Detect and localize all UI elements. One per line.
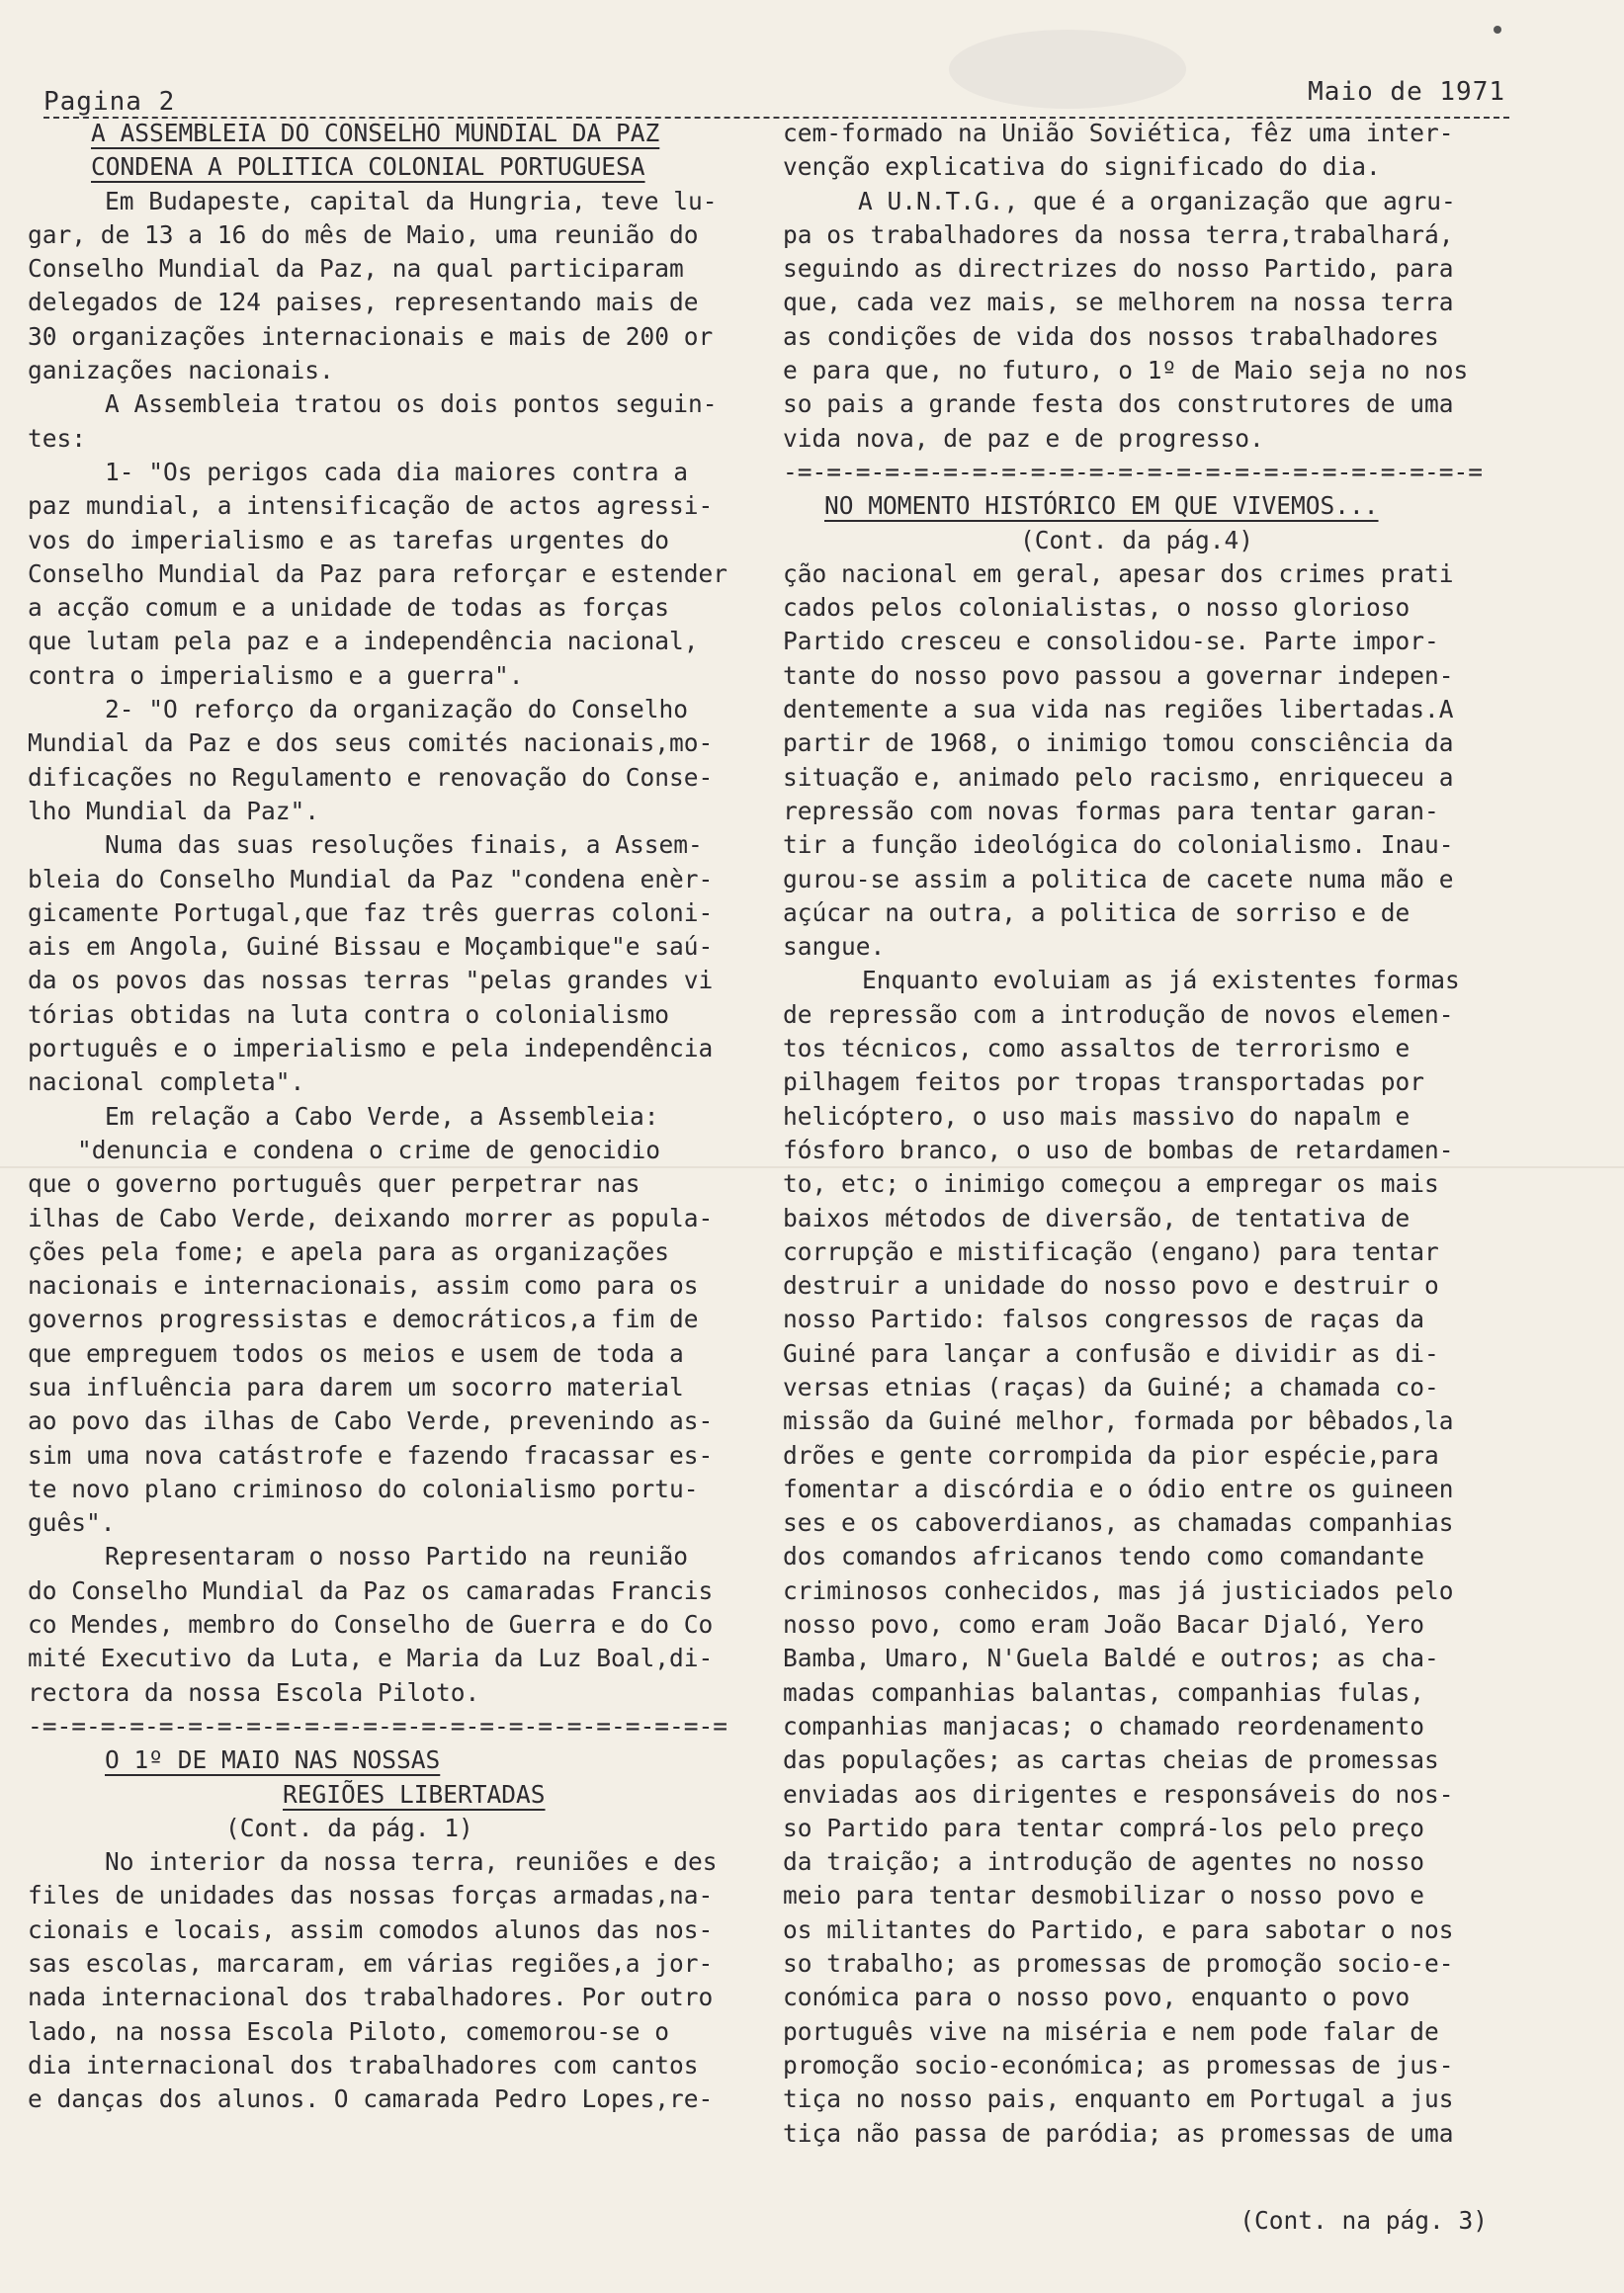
article-heading: REGIÕES LIBERTADAS [283, 1779, 546, 1809]
text-line: to, etc; o inimigo começou a empregar os mais [783, 1169, 1439, 1199]
text-line: dificações no Regulamento e renovação do Conse- [28, 762, 714, 792]
text-line: tante do nosso povo passou a governar indepen- [783, 660, 1454, 690]
text-line: cem-formado na União Soviética, fêz uma inter- [783, 119, 1454, 147]
text-line: cados pelos colonialistas, o nosso glorioso [783, 593, 1410, 623]
text-line: da os povos das nossas terras "pelas grandes vi [28, 966, 714, 995]
text-line: 1- "Os perigos cada dia maiores contra a [105, 457, 689, 486]
text-line: versas etnias (raças) da Guiné; a chamada co- [783, 1372, 1439, 1401]
text-line: criminosos conhecidos, mas já justiciados pelo [783, 1575, 1454, 1605]
text-line: lho Mundial da Paz". [28, 796, 320, 825]
text-line: dia internacional dos trabalhadores com cantos [28, 2050, 699, 2080]
text-line: Enquanto evoluiam as já existentes formas [862, 966, 1460, 995]
text-line: so Partido para tentar comprá-los pelo preço [783, 1813, 1425, 1842]
text-line: gicamente Portugal,que faz três guerras coloni- [28, 897, 714, 927]
text-line: ais em Angola, Guiné Bissau e Moçambique"e saú- [28, 932, 714, 962]
text-line: te novo plano criminoso do colonialismo portu- [28, 1474, 699, 1503]
article-heading: O 1º DE MAIO NAS NOSSAS [105, 1745, 441, 1775]
text-line: Partido cresceu e consolidou-se. Parte impor- [783, 627, 1439, 656]
text-line: fomentar a discórdia e o ódio entre os guineen [783, 1474, 1454, 1503]
text-line: tes: [28, 423, 87, 453]
text-line: venção explicativa do significado do dia. [783, 152, 1381, 182]
text-line: mité Executivo da Luta, e Maria da Luz Boal,di- [28, 1644, 714, 1673]
text-line: sas escolas, marcaram, em várias regiões,a jor- [28, 1949, 714, 1979]
text-line: Bamba, Umaro, N'Guela Baldé e outros; as cha- [783, 1644, 1439, 1673]
text-line: so pais a grande festa dos construtores de uma [783, 389, 1454, 419]
text-line: helicóptero, o uso mais massivo do napalm e [783, 1101, 1410, 1131]
text-line: vos do imperialismo e as tarefas urgentes do [28, 525, 670, 554]
text-line: A Assembleia tratou os dois pontos seguin- [105, 389, 718, 419]
text-line: e danças dos alunos. O camarada Pedro Lopes,re- [28, 2084, 714, 2114]
text-line: de repressão com a introdução de novos elemen- [783, 999, 1454, 1029]
text-line: Conselho Mundial da Paz, na qual participaram [28, 254, 684, 284]
text-line: contra o imperialismo e a guerra". [28, 660, 524, 690]
text-line: a acção comum e a unidade de todas as forças [28, 593, 670, 623]
text-line: 2- "O reforço da organização do Conselho [105, 695, 689, 724]
text-line: nada internacional dos trabalhadores. Por outro [28, 1983, 714, 2012]
text-line: files de unidades das nossas forças armadas,na- [28, 1881, 714, 1911]
text-line: que empreguem todos os meios e usem de toda a [28, 1338, 684, 1368]
continuation-note: (Cont. da pág.4) [1020, 525, 1254, 554]
text-line: governos progressistas e democráticos,a fim de [28, 1305, 699, 1334]
text-line: tiça no nosso pais, enquanto em Portugal a jus [783, 2084, 1454, 2114]
text-line: madas companhias balantas, companhias fulas, [783, 1677, 1425, 1707]
text-line: ganizações nacionais. [28, 356, 334, 385]
text-line: que lutam pela paz e a independência nacional, [28, 627, 699, 656]
text-line: ses e os caboverdianos, as chamadas companhias [783, 1508, 1454, 1538]
text-line: Em relação a Cabo Verde, a Assembleia: [105, 1101, 659, 1131]
text-line: missão da Guiné melhor, formada por bêbados,la [783, 1406, 1454, 1436]
text-line: Mundial da Paz e dos seus comités nacionais,mo- [28, 728, 714, 758]
text-line: repressão com novas formas para tentar garan- [783, 796, 1439, 825]
text-line: 30 organizações internacionais e mais de 200 or [28, 321, 714, 351]
text-line: guês". [28, 1508, 116, 1538]
text-line: Em Budapeste, capital da Hungria, teve lu- [105, 186, 718, 215]
text-line: Guiné para lançar a confusão e dividir as di- [783, 1338, 1439, 1368]
text-line: rectora da nossa Escola Piloto. [28, 1677, 480, 1707]
text-line: enviadas aos dirigentes e responsáveis do nos- [783, 1779, 1454, 1809]
text-line: vida nova, de paz e de progresso. [783, 423, 1264, 453]
text-line: açúcar na outra, a politica de sorriso e de [783, 897, 1410, 927]
text-line: bleia do Conselho Mundial da Paz "condena enèr- [28, 864, 714, 893]
text-line: A U.N.T.G., que é a organização que agru- [858, 186, 1456, 215]
text-line: da traição; a introdução de agentes no nosso [783, 1847, 1425, 1877]
issue-date: Maio de 1971 [1308, 77, 1505, 107]
text-line: partir de 1968, o inimigo tomou consciência da [783, 728, 1454, 758]
text-line: nacional completa". [28, 1067, 305, 1097]
text-line: Representaram o nosso Partido na reunião [105, 1542, 689, 1571]
text-line: sua influência para darem um socorro material [28, 1372, 684, 1401]
text-line: so trabalho; as promessas de promoção socio-e- [783, 1949, 1454, 1979]
text-line: co Mendes, membro do Conselho de Guerra e do Co [28, 1610, 714, 1640]
text-line: tiça não passa de paródia; as promessas de uma [783, 2118, 1454, 2148]
text-line: gar, de 13 a 16 do mês de Maio, uma reunião do [28, 219, 699, 249]
text-line: pa os trabalhadores da nossa terra,trabalhará, [783, 219, 1454, 249]
text-line: No interior da nossa terra, reuniões e des [105, 1847, 718, 1877]
text-line: sangue. [783, 932, 886, 962]
text-line: das populações; as cartas cheias de promessas [783, 1745, 1439, 1775]
text-line: paz mundial, a intensificação de actos agressi- [28, 491, 714, 521]
right-column [783, 117, 1512, 2151]
text-line: ao povo das ilhas de Cabo Verde, prevenindo as- [28, 1406, 714, 1436]
text-line: pilhagem feitos por tropas transportadas por [783, 1067, 1425, 1097]
text-line: tórias obtidas na luta contra o colonialismo [28, 999, 670, 1029]
text-line: destruir a unidade do nosso povo e destruir o [783, 1271, 1439, 1301]
text-line: português e o imperialismo e pela independência [28, 1034, 714, 1063]
text-line: os militantes do Partido, e para sabotar o nos [783, 1914, 1454, 1944]
text-line: tos técnicos, como assaltos de terrorismo e [783, 1034, 1410, 1063]
text-line: nosso Partido: falsos congressos de raças da [783, 1305, 1425, 1334]
text-line: sim uma nova catástrofe e fazendo fracassar es- [28, 1440, 714, 1470]
text-line: nosso povo, como eram João Bacar Djaló, Yero [783, 1610, 1425, 1640]
text-line: baixos métodos de diversão, de tentativa de [783, 1203, 1410, 1232]
text-line: cionais e locais, assim comodos alunos das nos- [28, 1914, 714, 1944]
text-line: tir a função ideológica do colonialismo. Inau- [783, 830, 1454, 860]
text-line: que, cada vez mais, se melhorem na nossa terra [783, 288, 1454, 317]
text-line: companhias manjacas; o chamado reordenamento [783, 1711, 1425, 1741]
text-line: conómica para o nosso povo, enquanto o povo [783, 1983, 1410, 2012]
text-line: português vive na miséria e nem pode falar de [783, 2016, 1439, 2046]
text-line: ção nacional em geral, apesar dos crimes prati [783, 558, 1454, 588]
text-line: delegados de 124 paises, representando mais de [28, 288, 699, 317]
left-column [28, 117, 771, 2117]
text-line: as condições de vida dos nossos trabalhadores [783, 321, 1439, 351]
text-line: lado, na nossa Escola Piloto, comemorou-se o [28, 2016, 670, 2046]
text-line: gurou-se assim a politica de cacete numa mão e [783, 864, 1454, 893]
text-line: do Conselho Mundial da Paz os camaradas Francis [28, 1575, 714, 1605]
text-line: situação e, animado pelo racismo, enriqueceu a [783, 762, 1454, 792]
text-line: que o governo português quer perpetrar nas [28, 1169, 641, 1199]
text-line: "denuncia e condena o crime de genocidio [77, 1135, 661, 1164]
text-line: dos comandos africanos tendo como comandante [783, 1542, 1425, 1571]
text-line: promoção socio-económica; as promessas de jus- [783, 2050, 1454, 2080]
text-line: Numa das suas resoluções finais, a Assem- [105, 830, 703, 860]
continuation-note: (Cont. da pág. 1) [225, 1813, 473, 1842]
article-heading: CONDENA A POLITICA COLONIAL PORTUGUESA [91, 152, 645, 182]
text-line: nacionais e internacionais, assim como para os [28, 1271, 699, 1301]
article-heading: NO MOMENTO HISTÓRICO EM QUE VIVEMOS... [824, 491, 1379, 521]
section-divider: -=-=-=-=-=-=-=-=-=-=-=-=-=-=-=-=-=-=-=-=-=-=-=-= [28, 1711, 728, 1741]
text-line: ilhas de Cabo Verde, deixando morrer as popula- [28, 1203, 714, 1232]
text-line: dentemente a sua vida nas regiões libertadas.A [783, 695, 1454, 724]
text-line: seguindo as directrizes do nosso Partido, para [783, 254, 1454, 284]
text-line: e para que, no futuro, o 1º de Maio seja no nos [783, 356, 1469, 385]
text-line: drões e gente corrompida da pior espécie,para [783, 1440, 1439, 1470]
text-line: meio para tentar desmobilizar o nosso povo e [783, 1881, 1425, 1911]
article-heading: A ASSEMBLEIA DO CONSELHO MUNDIAL DA PAZ [91, 119, 660, 147]
section-divider: -=-=-=-=-=-=-=-=-=-=-=-=-=-=-=-=-=-=-=-=-=-=-=-= [783, 457, 1484, 486]
page-number: Pagina 2 [43, 87, 176, 117]
text-line: fósforo branco, o uso de bombas de retardamen- [783, 1135, 1454, 1164]
text-line: ções pela fome; e apela para as organizações [28, 1236, 670, 1266]
continued-on-page-note: (Cont. na pág. 3) [1239, 2206, 1488, 2235]
text-line: corrupção e mistificação (engano) para tentar [783, 1236, 1439, 1266]
text-line: Conselho Mundial da Paz para reforçar e estender [28, 558, 728, 588]
